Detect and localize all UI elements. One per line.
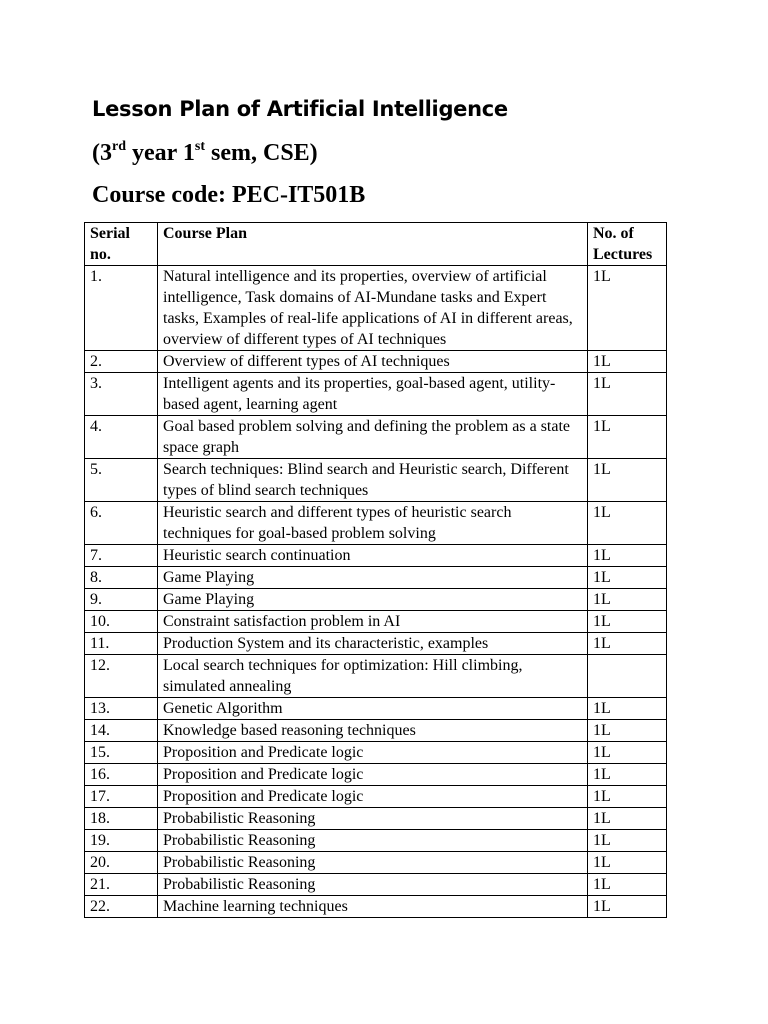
lectures-cell: 1L <box>588 633 667 655</box>
course-year-semester <box>92 137 318 169</box>
course-plan-cell: Proposition and Predicate logic <box>158 764 588 786</box>
course-plan-cell: Game Playing <box>158 589 588 611</box>
table-row <box>85 874 667 896</box>
course-code: Course code: PEC-IT501B <box>92 182 366 208</box>
serial-cell: 22. <box>85 896 158 918</box>
lectures-cell: 1L <box>588 416 667 459</box>
course-plan-cell: Probabilistic Reasoning <box>158 852 588 874</box>
course-plan-cell: Probabilistic Reasoning <box>158 830 588 852</box>
table-row <box>85 567 667 589</box>
lectures-cell: 1L <box>588 611 667 633</box>
serial-cell: 12. <box>85 655 158 698</box>
table-body <box>85 266 667 918</box>
serial-cell: 1. <box>85 266 158 351</box>
table-row <box>85 655 667 698</box>
table-row <box>85 633 667 655</box>
lectures-cell: 1L <box>588 502 667 545</box>
course-plan-cell: Knowledge based reasoning techniques <box>158 720 588 742</box>
serial-cell: 3. <box>85 373 158 416</box>
lectures-cell: 1L <box>588 720 667 742</box>
table-row <box>85 266 667 351</box>
course-plan-cell: Production System and its characteristic, examples <box>158 633 588 655</box>
course-plan-cell: Goal based problem solving and defining the problem as a state space graph <box>158 416 588 459</box>
lectures-cell: 1L <box>588 567 667 589</box>
lectures-cell: 1L <box>588 786 667 808</box>
table-row <box>85 698 667 720</box>
document-title: Lesson Plan of Artificial Intelligence <box>92 97 508 121</box>
lectures-cell: 1L <box>588 874 667 896</box>
serial-cell: 15. <box>85 742 158 764</box>
lectures-cell: 1L <box>588 545 667 567</box>
serial-cell: 8. <box>85 567 158 589</box>
semester-ordinal-suffix: st <box>194 139 205 154</box>
serial-cell: 7. <box>85 545 158 567</box>
table-row <box>85 808 667 830</box>
table-row <box>85 720 667 742</box>
serial-cell: 2. <box>85 351 158 373</box>
serial-cell: 14. <box>85 720 158 742</box>
serial-cell: 21. <box>85 874 158 896</box>
lectures-cell: 1L <box>588 459 667 502</box>
serial-cell: 9. <box>85 589 158 611</box>
course-plan-cell: Probabilistic Reasoning <box>158 808 588 830</box>
lectures-cell: 1L <box>588 808 667 830</box>
table-row <box>85 742 667 764</box>
year-ordinal-suffix: rd <box>112 139 126 154</box>
course-plan-cell: Game Playing <box>158 567 588 589</box>
serial-cell: 19. <box>85 830 158 852</box>
course-plan-cell: Constraint satisfaction problem in AI <box>158 611 588 633</box>
serial-cell: 6. <box>85 502 158 545</box>
course-plan-cell: Genetic Algorithm <box>158 698 588 720</box>
table-row <box>85 373 667 416</box>
table-row <box>85 896 667 918</box>
header-lectures: No. of Lectures <box>588 223 667 266</box>
table-row <box>85 589 667 611</box>
serial-cell: 10. <box>85 611 158 633</box>
serial-cell: 4. <box>85 416 158 459</box>
lectures-cell: 1L <box>588 896 667 918</box>
course-plan-cell: Machine learning techniques <box>158 896 588 918</box>
course-plan-cell: Heuristic search and different types of heuristic search techniques for goal-based problem solving <box>158 502 588 545</box>
lectures-cell: 1L <box>588 266 667 351</box>
lesson-plan-table <box>84 222 667 918</box>
course-plan-cell: Search techniques: Blind search and Heuristic search, Different types of blind search techniques <box>158 459 588 502</box>
year-prefix: (3 <box>92 140 112 166</box>
course-plan-cell: Overview of different types of AI techniques <box>158 351 588 373</box>
lectures-cell: 1L <box>588 852 667 874</box>
serial-cell: 13. <box>85 698 158 720</box>
header-serial: Serial no. <box>85 223 158 266</box>
serial-cell: 5. <box>85 459 158 502</box>
course-plan-cell: Heuristic search continuation <box>158 545 588 567</box>
course-plan-cell: Proposition and Predicate logic <box>158 786 588 808</box>
lectures-cell: 1L <box>588 830 667 852</box>
course-plan-cell: Intelligent agents and its properties, goal-based agent, utility-based agent, learning agent <box>158 373 588 416</box>
table-row <box>85 764 667 786</box>
header-course-plan: Course Plan <box>158 223 588 266</box>
table-row <box>85 830 667 852</box>
course-plan-cell: Natural intelligence and its properties, overview of artificial intelligence, Task domains of AI-Mundane tasks and Expert tasks, Examples of real-life applications of AI in different areas, overview of different types of AI techniques <box>158 266 588 351</box>
lectures-cell <box>588 655 667 698</box>
course-plan-cell: Local search techniques for optimization: Hill climbing, simulated annealing <box>158 655 588 698</box>
semester-text: year 1 <box>126 140 195 166</box>
table-row <box>85 545 667 567</box>
table-row <box>85 852 667 874</box>
table-row <box>85 459 667 502</box>
table-row <box>85 416 667 459</box>
lectures-cell: 1L <box>588 764 667 786</box>
lectures-cell: 1L <box>588 698 667 720</box>
table-row <box>85 611 667 633</box>
department-text: sem, CSE) <box>205 140 318 166</box>
lectures-cell: 1L <box>588 351 667 373</box>
table-row <box>85 502 667 545</box>
table-row <box>85 351 667 373</box>
lectures-cell: 1L <box>588 742 667 764</box>
serial-cell: 17. <box>85 786 158 808</box>
table-row <box>85 786 667 808</box>
lectures-cell: 1L <box>588 589 667 611</box>
serial-cell: 11. <box>85 633 158 655</box>
serial-cell: 16. <box>85 764 158 786</box>
serial-cell: 18. <box>85 808 158 830</box>
lectures-cell: 1L <box>588 373 667 416</box>
serial-cell: 20. <box>85 852 158 874</box>
course-plan-cell: Proposition and Predicate logic <box>158 742 588 764</box>
course-plan-cell: Probabilistic Reasoning <box>158 874 588 896</box>
table-header-row <box>85 223 667 266</box>
